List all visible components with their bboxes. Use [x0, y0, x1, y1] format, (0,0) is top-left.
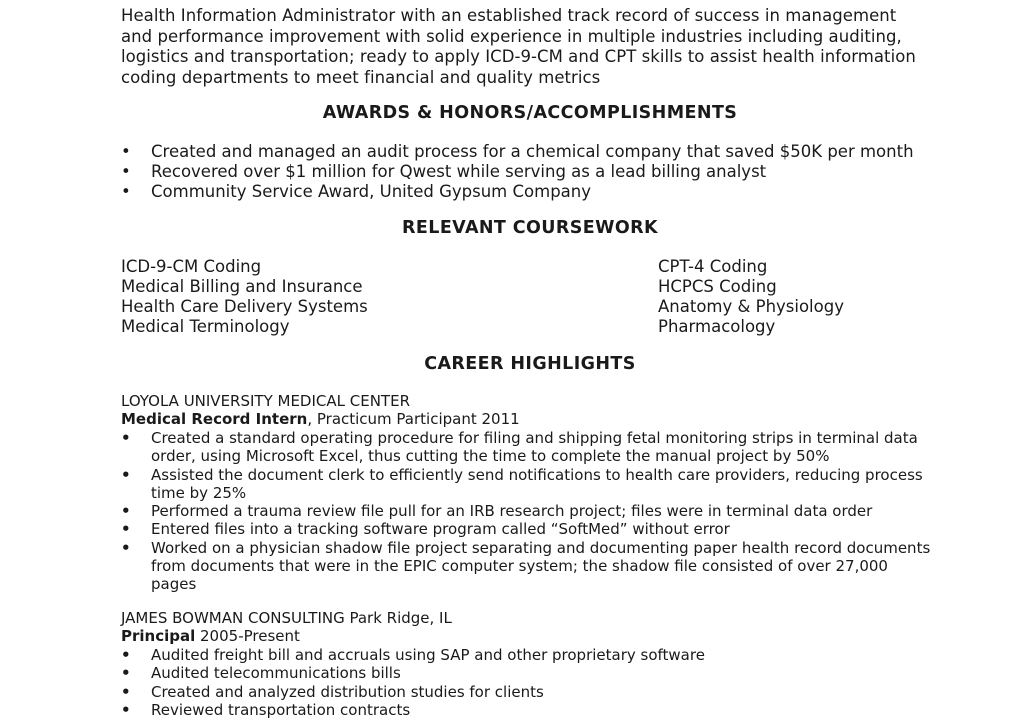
coursework-right-column: [658, 257, 844, 337]
duty-line: time by 25%: [151, 483, 247, 502]
coursework-heading: RELEVANT COURSEWORK: [402, 218, 658, 238]
job-duties-list: [121, 429, 930, 594]
list-item: [121, 646, 705, 664]
duty-line: Worked on a physician shadow file project separating and documenting paper health record documents: [151, 538, 931, 557]
course-item: Medical Billing and Insurance: [121, 277, 363, 296]
bullet-icon: •: [121, 429, 131, 447]
award-text: Community Service Award, United Gypsum Company: [151, 182, 591, 201]
job-detail: , Practicum Participant 2011: [307, 410, 520, 428]
duty-line: order, using Microsoft Excel, thus cutting the time to complete the manual project by 50%: [151, 447, 830, 466]
job-detail: 2005-Present: [195, 627, 300, 645]
course-item: HCPCS Coding: [658, 277, 777, 296]
course-item: Health Care Delivery Systems: [121, 297, 368, 316]
employer-name: JAMES BOWMAN CONSULTING Park Ridge, IL: [121, 609, 452, 627]
list-item: [121, 142, 914, 162]
career-heading: CAREER HIGHLIGHTS: [424, 354, 636, 374]
course-item: CPT-4 Coding: [658, 257, 768, 276]
duty-line: Audited freight bill and accruals using SAP and other proprietary software: [151, 646, 705, 664]
duty-line: pages: [151, 575, 197, 594]
list-item: [121, 502, 930, 520]
list-item: [121, 182, 914, 202]
job-title: Principal: [121, 627, 196, 645]
summary-line: Health Information Administrator with an established track record of success in management: [121, 6, 897, 25]
duty-line: Assisted the document clerk to efficiently send notifications to health care providers, reducing process: [151, 465, 923, 484]
summary-line: coding departments to meet financial and quality metrics: [121, 67, 601, 87]
duty-line: from documents that were in the EPIC computer system; the shadow file consisted of over 27,000: [151, 557, 888, 576]
duty-line: Created a standard operating procedure for filing and shipping fetal monitoring strips in terminal data: [151, 429, 918, 447]
duty-line: Audited telecommunications bills: [151, 664, 401, 683]
duty-line: Performed a trauma review file pull for an IRB research project; files were in terminal data order: [151, 502, 873, 521]
bullet-icon: •: [121, 502, 131, 521]
list-item: [121, 664, 705, 682]
job-title-line: [121, 410, 520, 429]
duty-line: Entered files into a tracking software program called “SoftMed” without error: [151, 520, 730, 539]
duty-line: Created and analyzed distribution studies for clients: [151, 682, 544, 701]
award-text: Recovered over $1 million for Qwest while serving as a lead billing analyst: [151, 162, 767, 181]
list-item: [121, 539, 930, 594]
list-item: [121, 466, 930, 503]
bullet-icon: •: [121, 162, 131, 181]
list-item: [121, 701, 705, 719]
awards-heading: AWARDS & HONORS/ACCOMPLISHMENTS: [322, 103, 738, 123]
summary-line: and performance improvement with solid experience in multiple industries including auditing,: [121, 26, 902, 46]
duty-line: Reviewed transportation contracts: [151, 700, 411, 719]
list-item: [121, 520, 930, 538]
course-item: Pharmacology: [658, 317, 776, 336]
employer-name: LOYOLA UNIVERSITY MEDICAL CENTER: [121, 392, 410, 410]
bullet-icon: •: [121, 700, 131, 719]
job-title-line: [121, 627, 300, 646]
award-text: Created and managed an audit process for a chemical company that saved $50K per month: [151, 142, 914, 161]
job-title: Medical Record Intern: [121, 410, 308, 428]
awards-list: [121, 142, 914, 202]
bullet-icon: •: [121, 520, 131, 539]
coursework-left-column: [121, 257, 368, 337]
bullet-icon: •: [121, 538, 131, 557]
list-item: [121, 162, 914, 182]
job-duties-list: [121, 646, 705, 719]
bullet-icon: •: [121, 664, 131, 683]
course-item: Medical Terminology: [121, 317, 290, 336]
bullet-icon: •: [121, 646, 131, 664]
professional-summary: [121, 6, 1001, 88]
list-item: [121, 429, 930, 466]
bullet-icon: •: [121, 682, 131, 701]
summary-line: logistics and transportation; ready to apply ICD-9-CM and CPT skills to assist health information: [121, 47, 916, 66]
bullet-icon: •: [121, 142, 131, 161]
course-item: ICD-9-CM Coding: [121, 257, 262, 276]
course-item: Anatomy & Physiology: [658, 297, 844, 316]
list-item: [121, 683, 705, 701]
bullet-icon: •: [121, 465, 131, 484]
bullet-icon: •: [121, 182, 131, 201]
